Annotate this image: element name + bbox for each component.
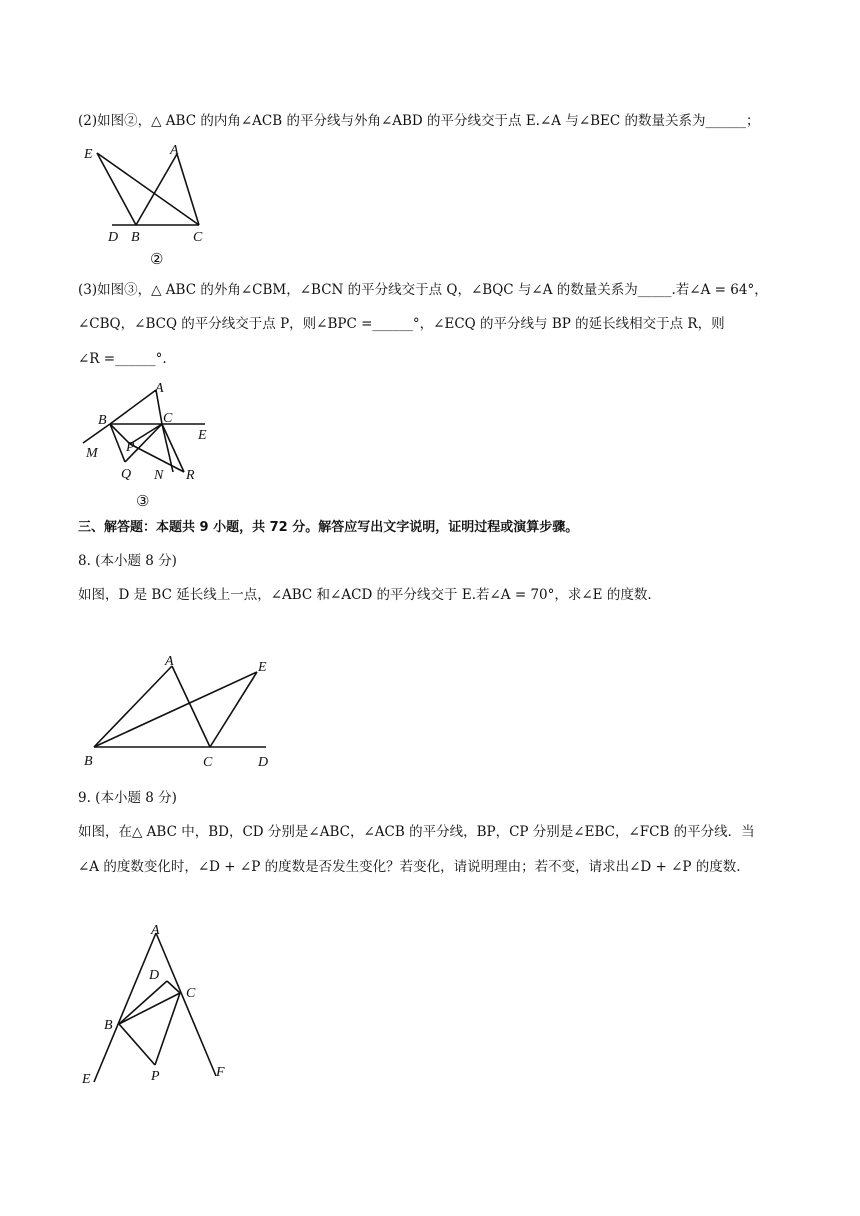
fig8-label-a: A — [165, 654, 174, 669]
fig9-label-d: D — [149, 968, 160, 983]
q9-line2: ∠A 的度数变化时，∠D + ∠P 的度数是否发生变化？若变化，请说明理由；若不变，请求出∠D + ∠P 的度数. — [78, 859, 741, 875]
fig9-label-e: E — [82, 1072, 91, 1087]
fig8-label-d: D — [258, 755, 269, 770]
fig9-label-f: F — [216, 1065, 225, 1080]
figure-9 — [80, 918, 250, 1093]
fig3-label-m: M — [86, 446, 98, 461]
q8-header: 8. (本小题 8 分) — [78, 553, 177, 569]
fig3-label-b: B — [98, 413, 107, 428]
fig3-label-c: C — [163, 411, 173, 426]
fig2-label-a: A — [170, 143, 179, 158]
q9-line1: 如图，在△ ABC 中，BD，CD 分别是∠ABC，∠ACB 的平分线，BP，CP 分别是∠EBC，∠FCB 的平分线．当 — [78, 824, 755, 840]
q7-part3-line3: ∠R =______°. — [78, 351, 167, 367]
fig3-label-a: A — [155, 381, 164, 396]
fig2-caption: ② — [150, 252, 164, 268]
q7-part3-line1: (3)如图③，△ ABC 的外角∠CBM，∠BCN 的平分线交于点 Q，∠BQC 与∠A 的数量关系为_____.若∠A = 64°， — [78, 282, 768, 298]
q8-text: 如图，D 是 BC 延长线上一点，∠ABC 和∠ACD 的平分线交于 E.若∠A = 70°，求∠E 的度数. — [78, 587, 652, 603]
q7-part3-line2: ∠CBQ，∠BCQ 的平分线交于点 P，则∠BPC =______°，∠ECQ 的平分线与 BP 的延长线相交于点 R，则 — [78, 316, 725, 332]
fig2-label-c: C — [193, 230, 203, 245]
fig3-label-n: N — [154, 468, 164, 483]
fig3-label-p: P — [126, 440, 135, 455]
fig9-label-p: P — [151, 1069, 160, 1084]
figure-8 — [80, 648, 280, 773]
figure-3 — [80, 376, 230, 511]
fig9-label-b: B — [104, 1018, 113, 1033]
fig2-label-e: E — [84, 147, 93, 162]
fig2-label-d: D — [108, 230, 119, 245]
fig9-label-c: C — [186, 986, 196, 1001]
fig9-label-a: A — [151, 923, 160, 938]
fig2-label-b: B — [131, 230, 140, 245]
figure-2 — [80, 140, 220, 270]
fig3-label-r: R — [186, 468, 195, 483]
fig8-label-c: C — [203, 755, 213, 770]
fig3-label-e: E — [198, 428, 207, 443]
fig3-label-q: Q — [121, 467, 132, 482]
q9-header: 9. (本小题 8 分) — [78, 790, 177, 806]
q7-part2-text: (2)如图②，△ ABC 的内角∠ACB 的平分线与外角∠ABD 的平分线交于点 E.∠A 与∠BEC 的数量关系为______； — [78, 113, 760, 129]
fig3-caption: ③ — [136, 494, 150, 510]
section3-heading: 三、解答题：本题共 9 小题，共 72 分。解答应写出文字说明，证明过程或演算步骤。 — [78, 520, 579, 535]
fig8-label-e: E — [258, 660, 267, 675]
fig8-label-b: B — [84, 754, 93, 769]
